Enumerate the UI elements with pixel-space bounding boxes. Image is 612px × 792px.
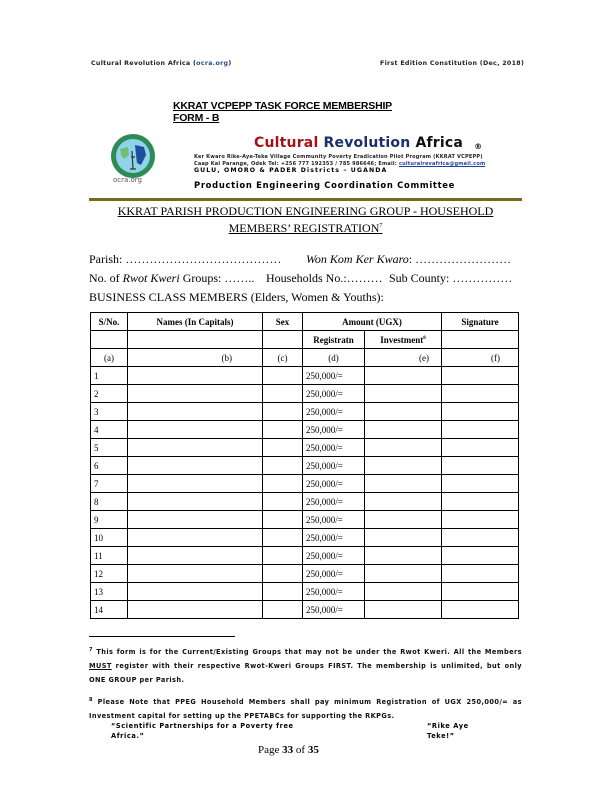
footnote-ref-8[interactable]: 8 [423, 335, 426, 341]
sex-cell[interactable] [263, 511, 303, 529]
investment-cell[interactable] [365, 457, 442, 475]
name-cell[interactable] [128, 511, 263, 529]
name-cell[interactable] [128, 547, 263, 565]
row-number: 3 [91, 403, 128, 421]
contact-email-link[interactable]: culturalrevafrica@gmail.com [398, 161, 486, 167]
footer-quote-right [427, 721, 469, 741]
signature-cell[interactable] [442, 511, 519, 529]
row-number: 11 [91, 547, 128, 565]
name-cell[interactable] [128, 421, 263, 439]
sex-cell[interactable] [263, 601, 303, 619]
header-names: Names (In Capitals) [128, 313, 263, 331]
footer-quote-right-2: Teke!” [427, 732, 455, 740]
sex-cell[interactable] [263, 457, 303, 475]
won-kom-label: Won Kom Ker Kwaro [306, 252, 409, 266]
name-cell[interactable] [128, 565, 263, 583]
header-investment-text: Investment [380, 334, 424, 345]
footnote-7-text-a: This form is for the Current/Existing Groups that may not be under the Rwot Kweri. All the Members [92, 648, 522, 657]
investment-cell[interactable] [365, 601, 442, 619]
won-kom-field[interactable] [306, 252, 511, 267]
table-row [91, 403, 519, 421]
signature-cell[interactable] [442, 493, 519, 511]
row-number: 13 [91, 583, 128, 601]
signature-cell[interactable] [442, 601, 519, 619]
registration-amount: 250,000/= [303, 403, 365, 421]
members-table [90, 312, 519, 619]
footnote-8-mark: 8 [89, 697, 93, 703]
groups-field[interactable] [89, 271, 254, 286]
investment-cell[interactable] [365, 421, 442, 439]
contact-text: Caap Kal Parange, Odek Tel: +256 777 192353 / 785 986646; Email: [194, 161, 397, 167]
table-row [91, 457, 519, 475]
name-cell[interactable] [128, 475, 263, 493]
row-number: 8 [91, 493, 128, 511]
table-row [91, 547, 519, 565]
table-row [91, 439, 519, 457]
footnote-7 [89, 643, 522, 687]
registered-mark-icon: ® [474, 142, 483, 151]
name-cell[interactable] [128, 367, 263, 385]
row-number: 4 [91, 421, 128, 439]
investment-cell[interactable] [365, 403, 442, 421]
subheader-empty-2 [128, 331, 263, 349]
page-middle: of [293, 744, 308, 756]
table-row [91, 421, 519, 439]
signature-cell[interactable] [442, 457, 519, 475]
signature-cell[interactable] [442, 439, 519, 457]
running-header-left [91, 60, 232, 67]
letter-b: (b) [128, 349, 263, 367]
investment-cell[interactable] [365, 565, 442, 583]
header-left-text: Cultural Revolution Africa ( [91, 60, 197, 67]
letter-c: (c) [263, 349, 303, 367]
registration-amount: 250,000/= [303, 475, 365, 493]
row-number: 12 [91, 565, 128, 583]
name-cell[interactable] [128, 583, 263, 601]
registration-amount: 250,000/= [303, 421, 365, 439]
districts-line: GULU, OMORO & PADER Districts – UGANDA [194, 167, 388, 174]
groups-italic: Rwot Kweri [122, 271, 180, 285]
program-line: Ker Kwaro Rike-Aye-Teke Village Community Poverty Eradication Pilot Program (KKRAT VCPEPP) [194, 154, 483, 160]
form-title-line1: KKRAT VCPEPP TASK FORCE MEMBERSHIP [173, 100, 392, 112]
row-number: 5 [91, 439, 128, 457]
table-row [91, 475, 519, 493]
table-row [91, 529, 519, 547]
signature-cell[interactable] [442, 403, 519, 421]
header-investment [365, 331, 442, 349]
organization-name [254, 135, 482, 151]
logo-caption: ocra.org [113, 176, 143, 184]
ocra-logo-icon [110, 133, 156, 179]
main-title-line2-text: MEMBERS’ REGISTRATION [228, 221, 380, 235]
registration-amount: 250,000/= [303, 493, 365, 511]
subheader-empty-6 [442, 331, 519, 349]
investment-cell[interactable] [365, 439, 442, 457]
row-number: 10 [91, 529, 128, 547]
name-cell[interactable] [128, 529, 263, 547]
org-word-revolution: Revolution [323, 135, 411, 151]
sex-cell[interactable] [263, 403, 303, 421]
letter-e: (e) [365, 349, 442, 367]
registration-amount: 250,000/= [303, 457, 365, 475]
org-word-africa: Africa [415, 135, 464, 151]
sex-cell[interactable] [263, 529, 303, 547]
header-link[interactable]: ocra.org [196, 60, 229, 67]
running-header-right: First Edition Constitution (Dec, 2018) [380, 60, 525, 67]
won-kom-dots: : …………………… [408, 252, 512, 266]
name-cell[interactable] [128, 403, 263, 421]
footer-quote-left-1: “Scientific Partnerships for a Poverty free [111, 722, 294, 730]
name-cell[interactable] [128, 493, 263, 511]
name-cell[interactable] [128, 385, 263, 403]
main-title-line2 [89, 219, 522, 236]
sex-cell[interactable] [263, 421, 303, 439]
registration-amount: 250,000/= [303, 529, 365, 547]
sex-cell[interactable] [263, 583, 303, 601]
page-current: 33 [282, 744, 294, 756]
name-cell[interactable] [128, 601, 263, 619]
sex-cell[interactable] [263, 547, 303, 565]
investment-cell[interactable] [365, 475, 442, 493]
footnote-7-mark: 7 [89, 647, 93, 653]
letterhead-divider [89, 198, 522, 201]
investment-cell[interactable] [365, 547, 442, 565]
row-number: 7 [91, 475, 128, 493]
form-title-line2: FORM - B [173, 112, 220, 124]
row-number: 14 [91, 601, 128, 619]
page-prefix: Page [258, 744, 283, 756]
footer-quote-right-1: “Rike Aye [427, 722, 469, 730]
header-left-suffix: ) [228, 60, 232, 67]
signature-cell[interactable] [442, 529, 519, 547]
registration-amount: 250,000/= [303, 367, 365, 385]
table-row [91, 385, 519, 403]
investment-cell[interactable] [365, 583, 442, 601]
letter-d: (d) [303, 349, 365, 367]
org-word-cultural: Cultural [254, 135, 319, 151]
footer-quote-left-2: Africa.” [111, 732, 145, 740]
row-number: 6 [91, 457, 128, 475]
header-sex: Sex [263, 313, 303, 331]
sub-county-field[interactable]: Sub County: …………… [389, 271, 513, 285]
row-number: 1 [91, 367, 128, 385]
registration-amount: 250,000/= [303, 583, 365, 601]
signature-cell[interactable] [442, 475, 519, 493]
table-row [91, 601, 519, 619]
investment-cell[interactable] [365, 367, 442, 385]
subheader-empty-3 [263, 331, 303, 349]
name-cell[interactable] [128, 457, 263, 475]
table-letters-row [91, 349, 519, 367]
letter-f: (f) [442, 349, 519, 367]
footnote-7-must: MUST [89, 662, 112, 671]
groups-suffix: Groups: …….. [179, 271, 255, 285]
sex-cell[interactable] [263, 367, 303, 385]
header-registration: Registratn [303, 331, 365, 349]
business-class-label: BUSINESS CLASS MEMBERS (Elders, Women & Youths): [89, 290, 384, 304]
table-row [91, 583, 519, 601]
table-row [91, 565, 519, 583]
signature-cell[interactable] [442, 583, 519, 601]
sex-cell[interactable] [263, 475, 303, 493]
investment-cell[interactable] [365, 493, 442, 511]
table-subheader-row [91, 331, 519, 349]
footnote-8-text: Please Note that PPEG Household Members shall pay minimum Registration of UGX 250,000/= as Investment capital for setting up the PPETABCs for supporting the RKPGs. [89, 698, 522, 721]
sex-cell[interactable] [263, 385, 303, 403]
main-title [89, 204, 522, 236]
registration-amount: 250,000/= [303, 565, 365, 583]
footnote-separator [89, 636, 235, 637]
footnote-ref-7[interactable]: 7 [379, 223, 383, 229]
row-number: 2 [91, 385, 128, 403]
header-signature: Signature [442, 313, 519, 331]
sex-cell[interactable] [263, 493, 303, 511]
registration-amount: 250,000/= [303, 439, 365, 457]
table-header-row [91, 313, 519, 331]
registration-amount: 250,000/= [303, 601, 365, 619]
signature-cell[interactable] [442, 385, 519, 403]
committee-name: Production Engineering Coordination Committee [194, 180, 456, 190]
table-row [91, 367, 519, 385]
footnote-7-text-b: register with their respective Rwot-Kweri Groups FIRST. The membership is unlimited, but only ONE GROUP per Parish. [89, 662, 522, 685]
households-field[interactable]: Households No.:……… [266, 271, 383, 285]
footnote-8 [89, 693, 522, 723]
header-sno: S/No. [91, 313, 128, 331]
main-title-line1: KKRAT PARISH PRODUCTION ENGINEERING GROUP - HOUSEHOLD [117, 204, 494, 218]
groups-prefix: No. of [89, 271, 123, 285]
signature-cell[interactable] [442, 565, 519, 583]
name-cell[interactable] [128, 439, 263, 457]
page-number [258, 744, 319, 756]
header-amount: Amount (UGX) [303, 313, 442, 331]
investment-cell[interactable] [365, 529, 442, 547]
form-title [173, 100, 392, 124]
footer-quote-left [111, 721, 294, 741]
subheader-empty-1 [91, 331, 128, 349]
page-total: 35 [307, 744, 319, 756]
signature-cell[interactable] [442, 421, 519, 439]
investment-cell[interactable] [365, 385, 442, 403]
registration-amount: 250,000/= [303, 547, 365, 565]
table-row [91, 493, 519, 511]
registration-amount: 250,000/= [303, 511, 365, 529]
table-row [91, 511, 519, 529]
signature-cell[interactable] [442, 547, 519, 565]
investment-cell[interactable] [365, 511, 442, 529]
registration-amount: 250,000/= [303, 385, 365, 403]
sex-cell[interactable] [263, 565, 303, 583]
parish-field[interactable]: Parish: ………………………………… [89, 252, 282, 266]
letter-a: (a) [91, 349, 128, 367]
signature-cell[interactable] [442, 367, 519, 385]
table-body [91, 367, 519, 619]
row-number: 9 [91, 511, 128, 529]
sex-cell[interactable] [263, 439, 303, 457]
